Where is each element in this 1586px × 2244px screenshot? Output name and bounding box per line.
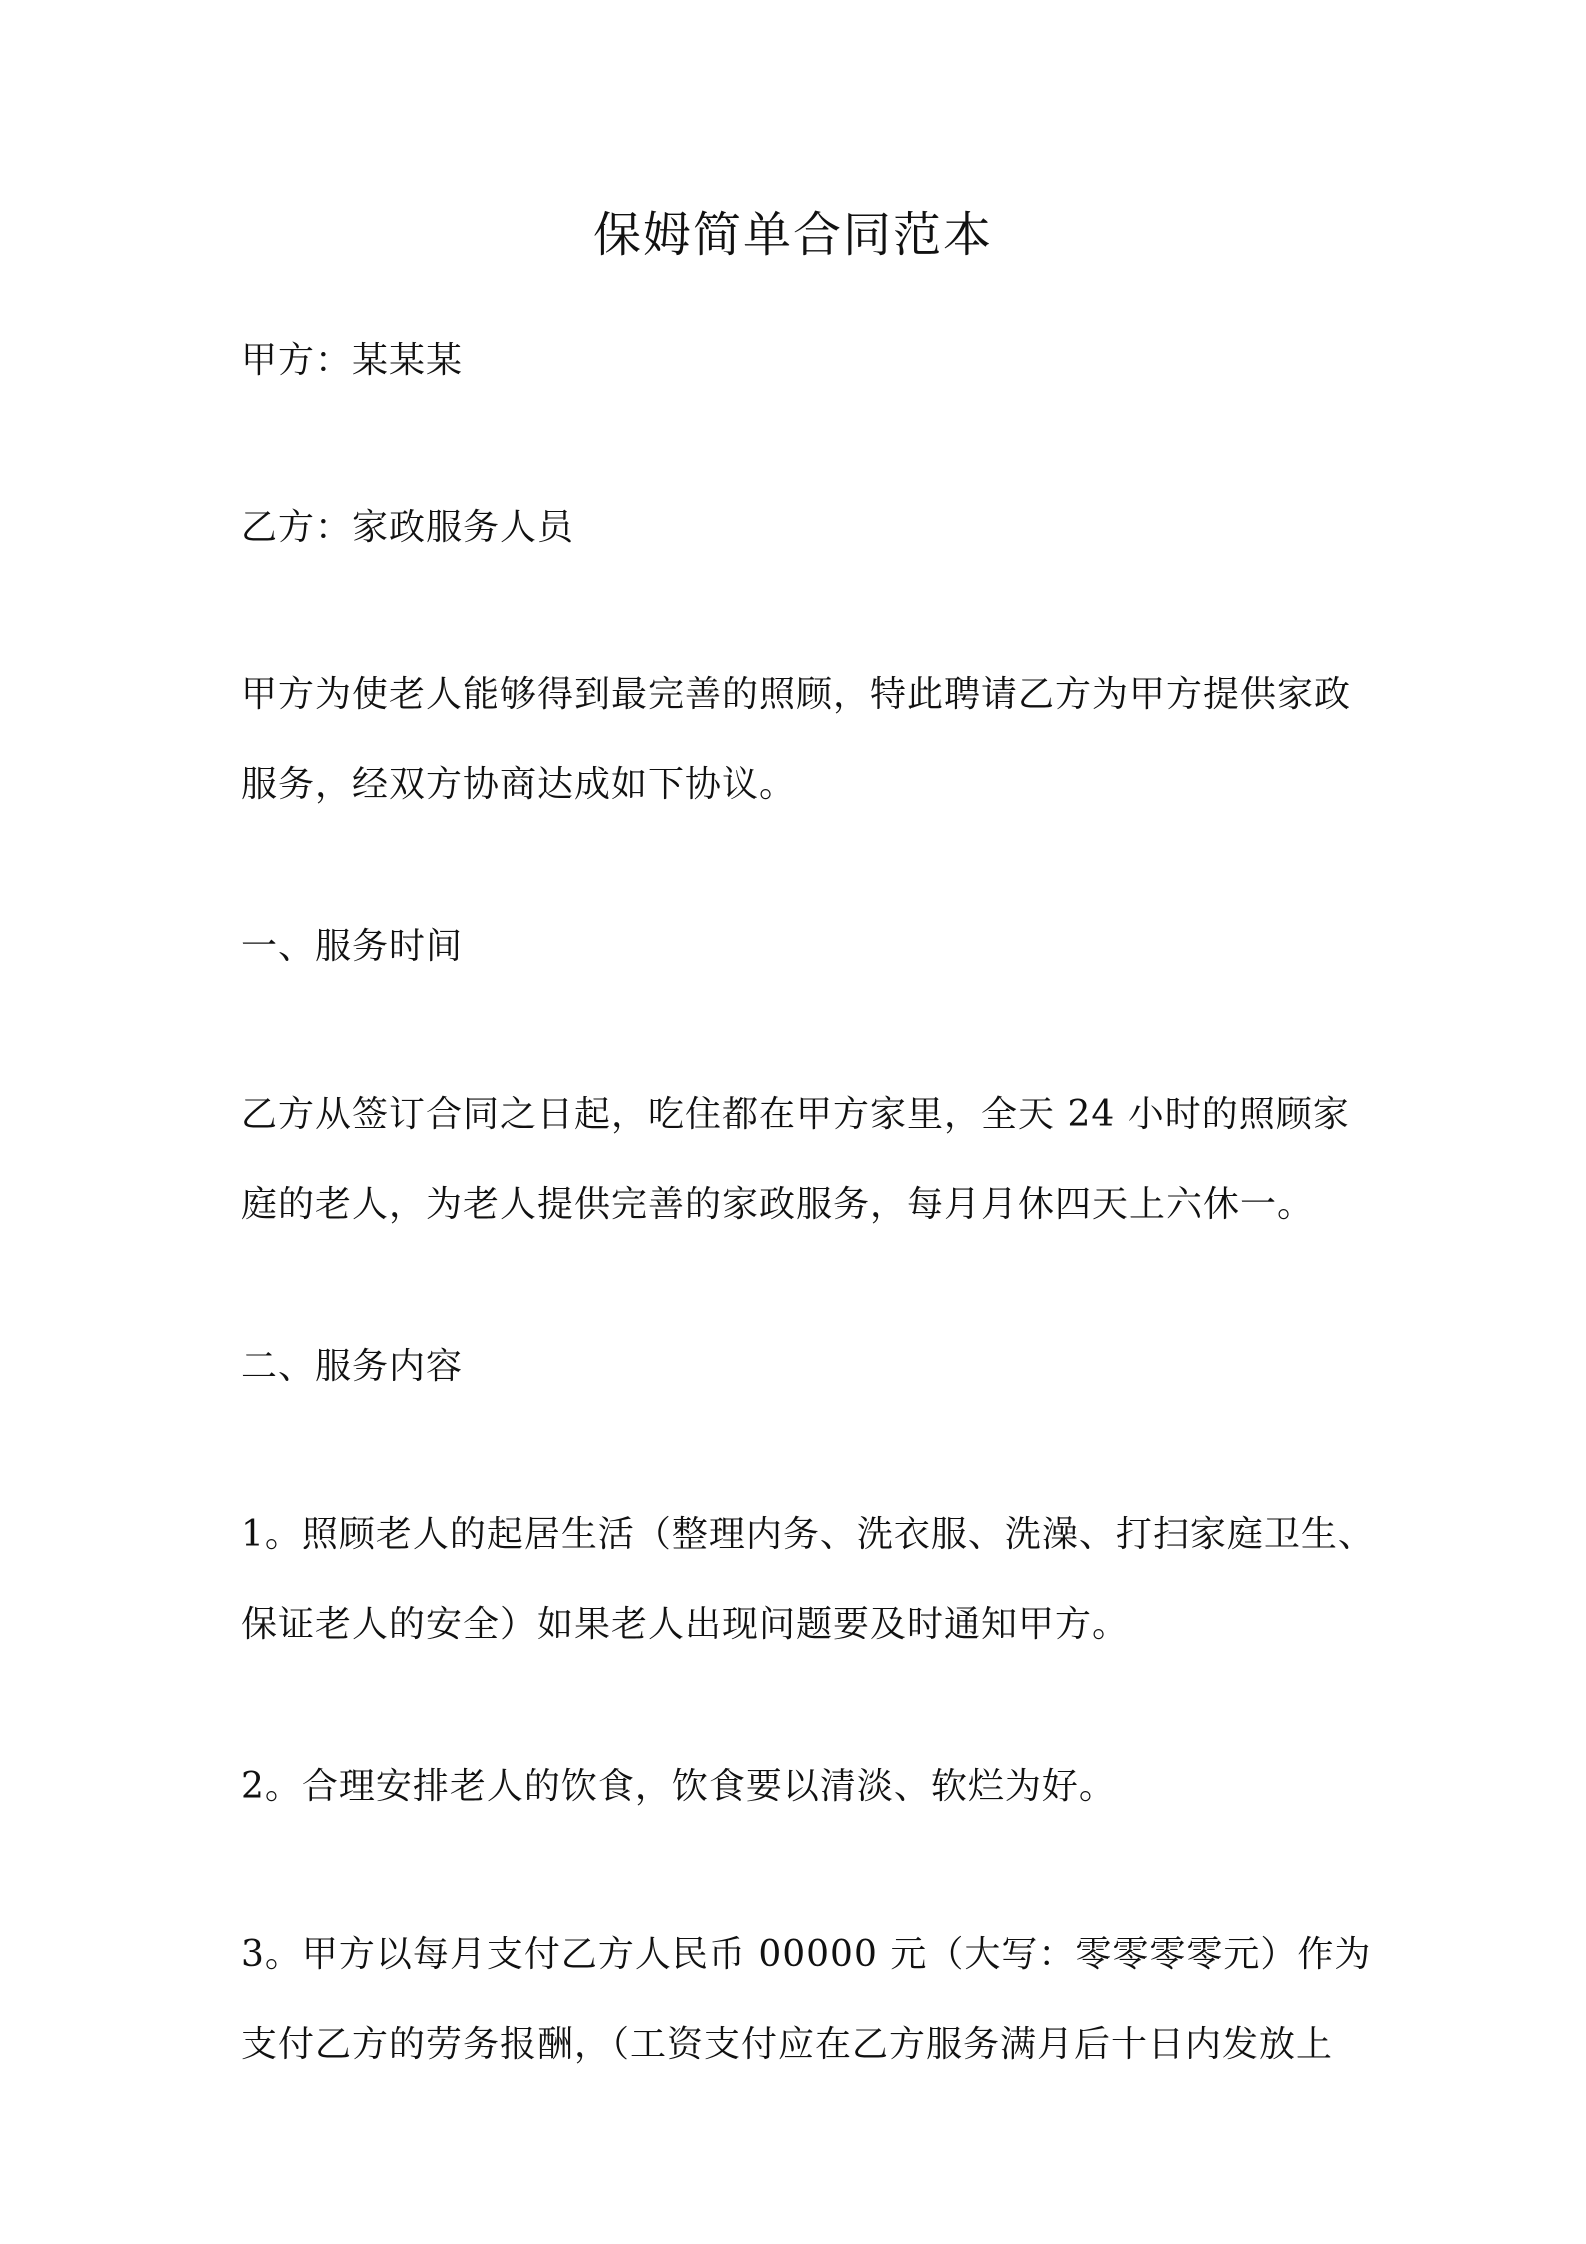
intro-line-1: 甲方为使老人能够得到最完善的照顾，特此聘请乙方为甲方提供家政 (241, 674, 1352, 715)
item-1-paragraph (241, 1490, 1375, 1670)
section1-line-1: 乙方从签订合同之日起，吃住都在甲方家里，全天 24 小时的照顾家 (241, 1094, 1350, 1135)
item-1-line-1: 1。照顾老人的起居生活（整理内务、洗衣服、洗澡、打扫家庭卫生、 (241, 1514, 1375, 1555)
party-a-line: 甲方：某某某 (241, 340, 464, 381)
section1-line-2: 庭的老人，为老人提供完善的家政服务，每月月休四天上六休一。 (241, 1184, 1315, 1225)
section1-heading: 一、服务时间 (241, 926, 464, 967)
party-b-line: 乙方：家政服务人员 (241, 507, 575, 548)
item-1-line-2: 保证老人的安全）如果老人出现问题要及时通知甲方。 (241, 1604, 1130, 1645)
section2-heading: 二、服务内容 (241, 1346, 464, 1387)
intro-paragraph (241, 650, 1371, 830)
item-3-paragraph (241, 1910, 1371, 2090)
document-title: 保姆简单合同范本 (592, 207, 993, 263)
intro-line-2: 服务，经双方协商达成如下协议。 (241, 764, 797, 805)
item-3-line-2: 支付乙方的劳务报酬，（工资支付应在乙方服务满月后十日内发放上 (241, 2024, 1334, 2065)
section1-paragraph (241, 1070, 1371, 1250)
item-3-line-1: 3。甲方以每月支付乙方人民币 00000 元（大写：零零零零元）作为 (241, 1934, 1372, 1975)
item-2-paragraph: 2。合理安排老人的饮食，饮食要以清淡、软烂为好。 (241, 1766, 1116, 1807)
